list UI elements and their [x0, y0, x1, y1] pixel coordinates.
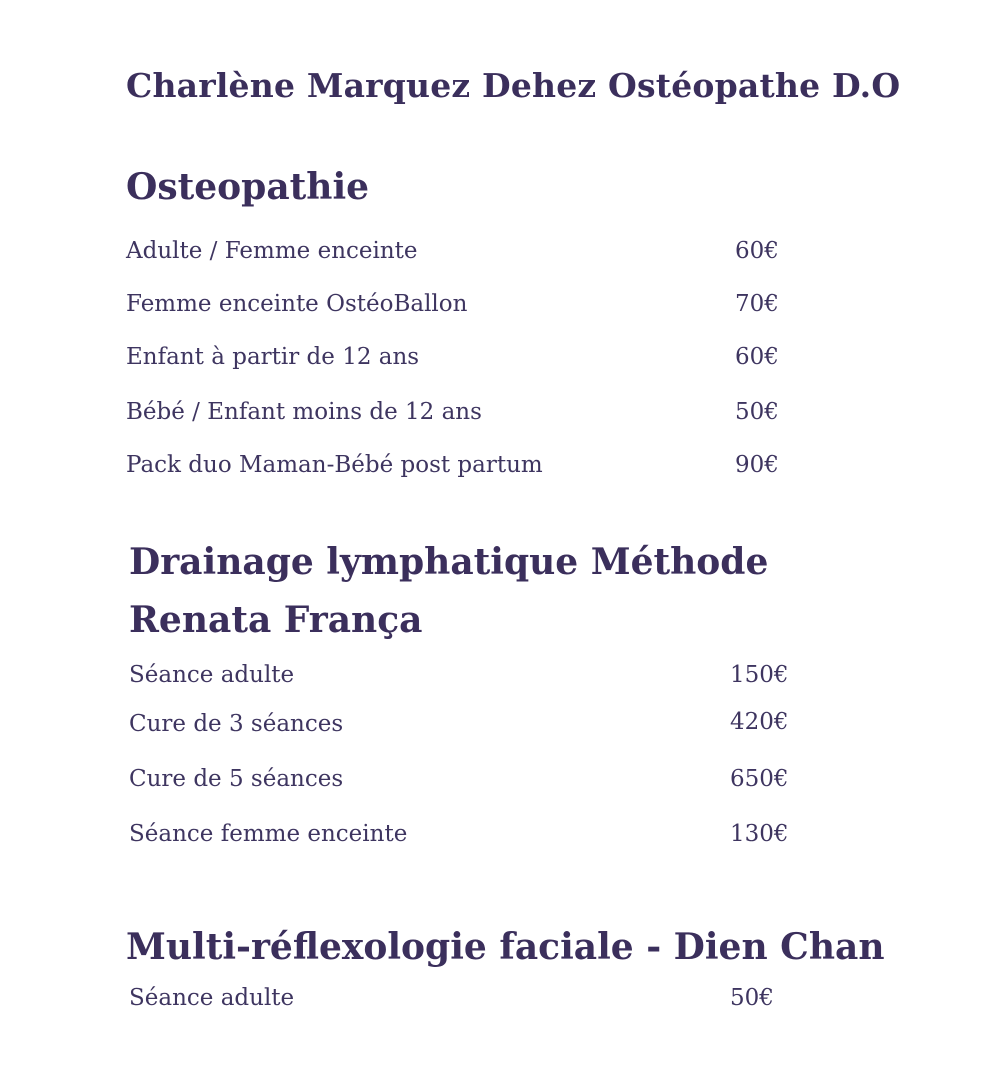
- service-label: Bébé / Enfant moins de 12 ans: [126, 399, 482, 425]
- service-label: Séance adulte: [129, 985, 295, 1011]
- service-label: Séance femme enceinte: [129, 821, 408, 847]
- service-price: 60€: [735, 344, 779, 370]
- service-price: 130€: [730, 821, 789, 847]
- service-price: 650€: [730, 766, 789, 792]
- service-price: 50€: [730, 985, 774, 1011]
- service-label: Femme enceinte OstéoBallon: [126, 291, 468, 317]
- service-price: 150€: [730, 662, 789, 688]
- service-label: Cure de 5 séances: [129, 766, 344, 792]
- section-heading-line-2: Renata França: [129, 599, 423, 641]
- service-label: Cure de 3 séances: [129, 711, 344, 737]
- section-heading: Multi-réflexologie faciale - Dien Chan: [126, 926, 885, 968]
- section-heading: Drainage lymphatique Méthode: [129, 541, 769, 583]
- page-title: Charlène Marquez Dehez Ostéopathe D.O: [126, 66, 901, 105]
- service-price: 90€: [735, 452, 779, 478]
- service-label: Séance adulte: [129, 662, 295, 688]
- service-price: 70€: [735, 291, 779, 317]
- section-heading: Osteopathie: [126, 166, 370, 208]
- service-label: Adulte / Femme enceinte: [126, 238, 418, 264]
- service-price: 420€: [730, 709, 789, 735]
- service-price: 60€: [735, 238, 779, 264]
- service-price: 50€: [735, 399, 779, 425]
- service-label: Pack duo Maman-Bébé post partum: [126, 452, 543, 478]
- service-label: Enfant à partir de 12 ans: [126, 344, 420, 370]
